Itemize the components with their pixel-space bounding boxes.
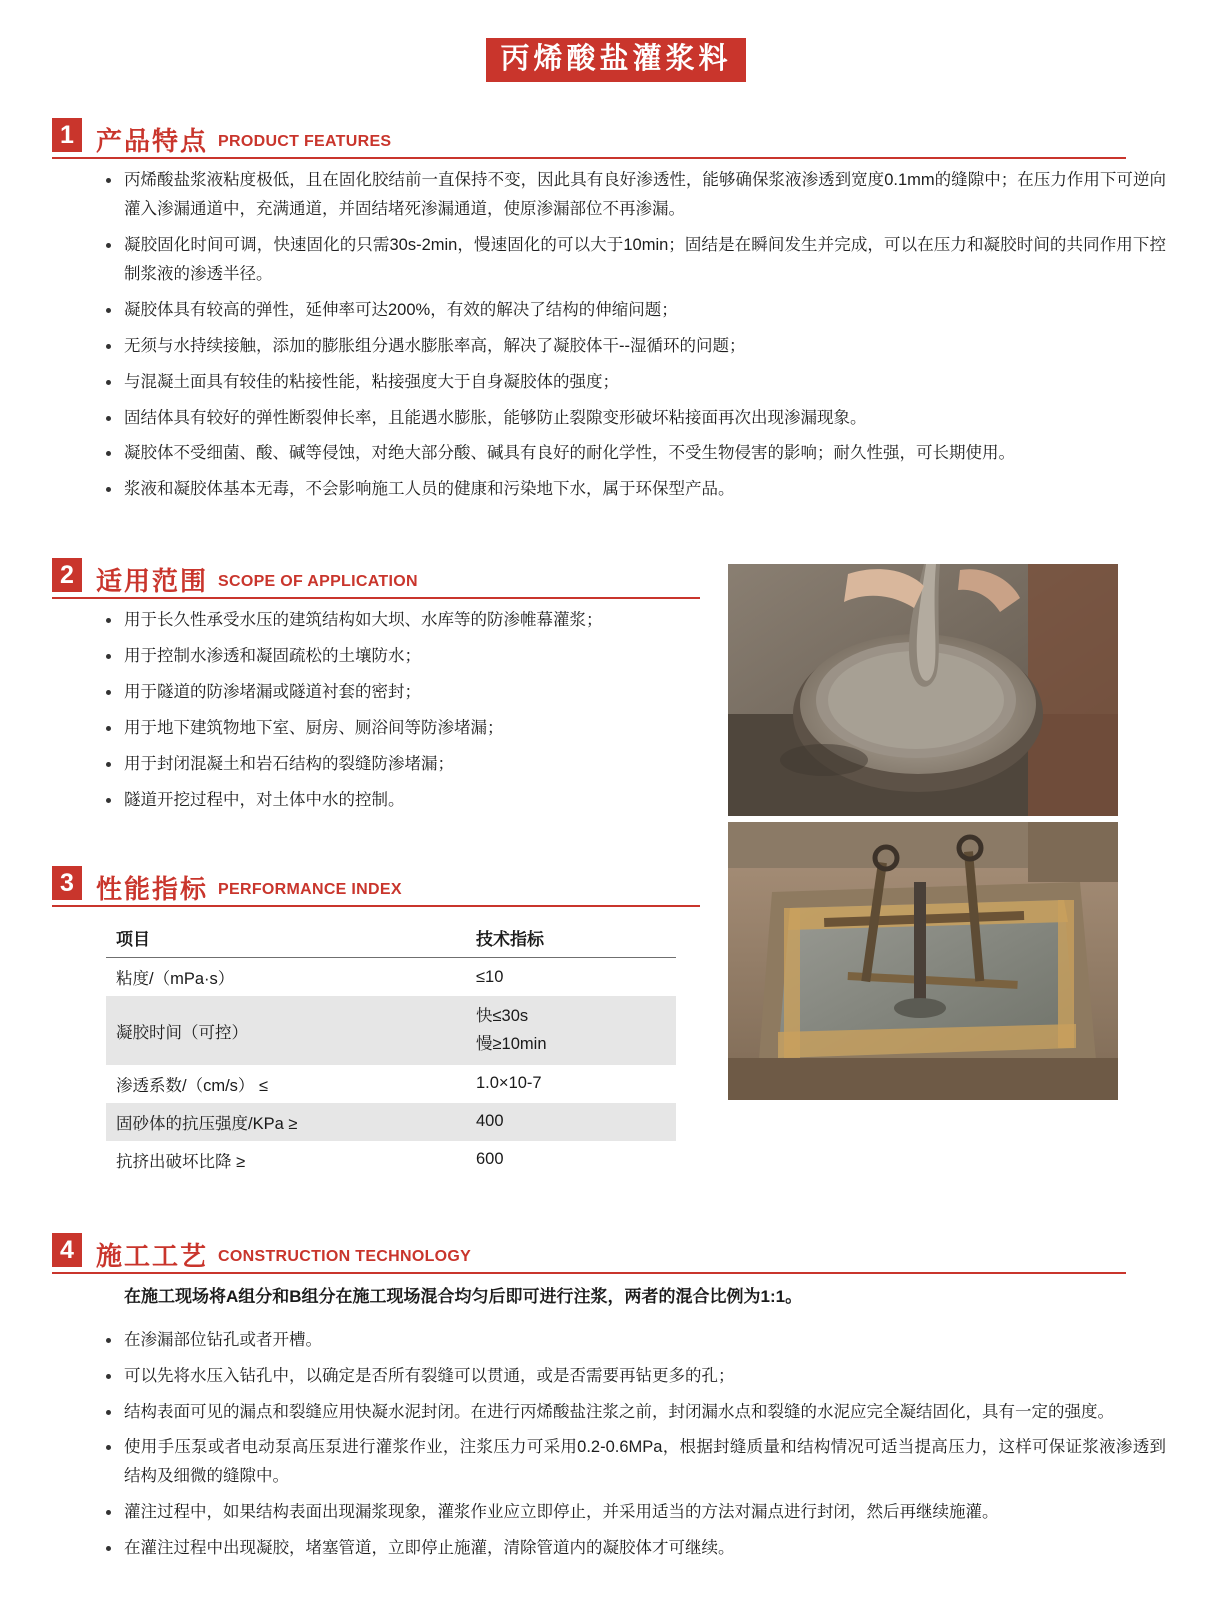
list-item: 用于隧道的防渗堵漏或隧道衬套的密封； xyxy=(96,678,696,707)
list-item: 浆液和凝胶体基本无毒，不会影响施工人员的健康和污染地下水，属于环保型产品。 xyxy=(96,475,1166,504)
performance-index-table xyxy=(106,918,676,1178)
list-item: 隧道开挖过程中，对土体中水的控制。 xyxy=(96,786,696,815)
cell-item: 凝胶时间（可控） xyxy=(106,996,466,1064)
list-item: 凝胶体不受细菌、酸、碱等侵蚀，对绝大部分酸、碱具有良好的耐化学性，不受生物侵害的影响；耐久性强，可长期使用。 xyxy=(96,439,1166,468)
list-item: 可以先将水压入钻孔中，以确定是否所有裂缝可以贯通，或是否需要再钻更多的孔； xyxy=(96,1362,1166,1391)
scope-list xyxy=(96,606,696,814)
list-item: 丙烯酸盐浆液粘度极低，且在固化胶结前一直保持不变，因此具有良好渗透性，能够确保浆液渗透到宽度0.1mm的缝隙中；在压力作用下可逆向灌入渗漏通道中，充满通道，并固结堵死渗漏通道，使原渗漏部位不再渗漏。 xyxy=(96,166,1166,224)
section-1-title-cn: 产品特点 xyxy=(96,126,209,157)
table-row xyxy=(106,996,676,1064)
cell-item: 抗挤出破坏比降 ≥ xyxy=(116,1152,246,1171)
section-4-rule xyxy=(52,1272,1126,1274)
page-title: 丙烯酸盐灌浆料 xyxy=(486,38,745,82)
section-4-title-cn: 施工工艺 xyxy=(96,1240,209,1271)
list-item: 在渗漏部位钻孔或者开槽。 xyxy=(96,1326,1166,1355)
list-item: 无须与水持续接触，添加的膨胀组分遇水膨胀率高，解决了凝胶体干--湿循环的问题； xyxy=(96,332,1166,361)
section-4-header xyxy=(52,1233,1232,1271)
section-2-rule xyxy=(52,597,700,599)
list-item: 用于封闭混凝土和岩石结构的裂缝防渗堵漏； xyxy=(96,750,696,779)
section-3-number: 3 xyxy=(52,866,82,900)
list-item: 用于控制水渗透和凝固疏松的土壤防水； xyxy=(96,642,696,671)
list-item: 使用手压泵或者电动泵高压泵进行灌浆作业，注浆压力可采用0.2-0.6MPa，根据封缝质量和结构情况可适当提高压力，这样可保证浆液渗透到结构及细微的缝隙中。 xyxy=(96,1433,1166,1491)
list-item: 固结体具有较好的弹性断裂伸长率，且能遇水膨胀，能够防止裂隙变形破坏粘接面再次出现渗漏现象。 xyxy=(96,404,1166,433)
grout-mixing-photo xyxy=(728,564,1118,816)
cell-value: ≤10 xyxy=(476,967,504,986)
grout-mixing-illustration xyxy=(728,564,1118,816)
cell-value: 400 xyxy=(466,1103,676,1141)
column-header-item: 项目 xyxy=(106,918,466,958)
title-area xyxy=(0,0,1232,82)
construction-lead-text: 在施工现场将A组分和B组分在施工现场混合均匀后即可进行注浆，两者的混合比例为1:1。 xyxy=(124,1286,803,1306)
cell-value-line-1: 快≤30s xyxy=(476,1007,529,1026)
list-item: 结构表面可见的漏点和裂缝应用快凝水泥封闭。在进行丙烯酸盐注浆之前，封闭漏水点和裂缝的水泥应完全凝结固化，具有一定的强度。 xyxy=(96,1398,1166,1427)
section-1-header xyxy=(52,118,1232,157)
cell-item: 固砂体的抗压强度/KPa ≥ xyxy=(106,1103,466,1141)
cell-value-line-2: 慢≥10min xyxy=(476,1034,547,1053)
performance-table-wrap xyxy=(106,918,676,1178)
section-construction-technology xyxy=(0,1233,1232,1563)
section-1-number: 1 xyxy=(52,118,82,152)
section-4-title-en: CONSTRUCTION TECHNOLOGY xyxy=(218,1247,472,1265)
section-4-body xyxy=(96,1283,1166,1563)
product-features-list xyxy=(96,166,1166,504)
section-1-body xyxy=(96,166,1166,504)
section-3-rule xyxy=(52,905,700,907)
cell-item: 粘度/（mPa·s） xyxy=(116,970,235,989)
list-item: 用于地下建筑物地下室、厨房、厕浴间等防渗堵漏； xyxy=(96,714,696,743)
section-3-title-en: PERFORMANCE INDEX xyxy=(218,881,402,899)
table-row xyxy=(106,1141,676,1179)
section-1-title-en: PRODUCT FEATURES xyxy=(218,133,392,151)
section-2-title-en: SCOPE OF APPLICATION xyxy=(218,573,418,591)
section-2-title-cn: 适用范围 xyxy=(96,566,209,597)
cell-value xyxy=(466,996,676,1064)
construction-site-photo xyxy=(728,822,1118,1100)
list-item: 用于长久性承受水压的建筑结构如大坝、水库等的防渗帷幕灌浆； xyxy=(96,606,696,635)
table-row xyxy=(106,958,676,997)
section-2-number: 2 xyxy=(52,558,82,592)
section-4-number: 4 xyxy=(52,1233,82,1267)
section-1-rule xyxy=(52,157,1126,159)
list-item: 在灌注过程中出现凝胶，堵塞管道，立即停止施灌，清除管道内的凝胶体才可继续。 xyxy=(96,1534,1166,1563)
section-3-title-cn: 性能指标 xyxy=(96,874,209,905)
section-product-features xyxy=(0,118,1232,504)
column-header-value: 技术指标 xyxy=(466,918,676,958)
table-header-row xyxy=(106,918,676,958)
list-item: 灌注过程中，如果结构表面出现漏浆现象，灌浆作业应立即停止，并采用适当的方法对漏点进行封闭，然后再继续施灌。 xyxy=(96,1498,1166,1527)
section-2-body xyxy=(96,606,696,814)
cell-value: 1.0×10-7 xyxy=(476,1074,542,1093)
construction-site-illustration xyxy=(728,822,1118,1100)
list-item: 凝胶体具有较高的弹性，延伸率可达200%，有效的解决了结构的伸缩问题； xyxy=(96,296,1166,325)
cell-value: 600 xyxy=(476,1150,504,1169)
table-row xyxy=(106,1103,676,1141)
construction-steps-list xyxy=(96,1326,1166,1563)
list-item: 凝胶固化时间可调，快速固化的只需30s-2min，慢速固化的可以大于10min；固结是在瞬间发生并完成，可以在压力和凝胶时间的共同作用下控制浆液的渗透半径。 xyxy=(96,231,1166,289)
list-item: 与混凝土面具有较佳的粘接性能，粘接强度大于自身凝胶体的强度； xyxy=(96,368,1166,397)
cell-item: 渗透系数/（cm/s） ≤ xyxy=(116,1076,269,1095)
table-row xyxy=(106,1065,676,1103)
